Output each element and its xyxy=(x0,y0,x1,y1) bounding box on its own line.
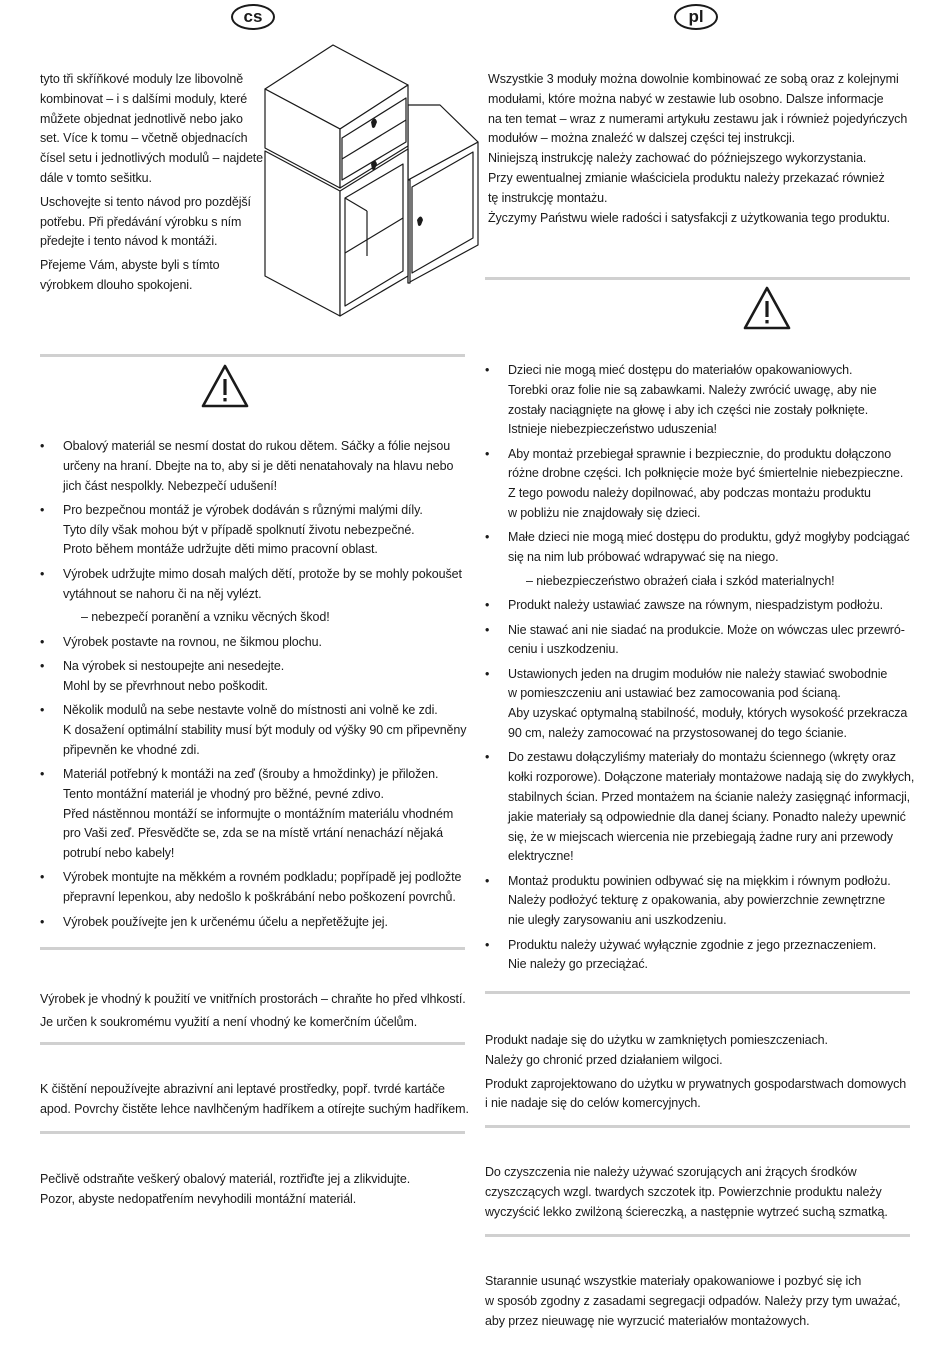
pl-warning-list xyxy=(485,361,930,980)
text-line: Starannie usunąć wszystkie materiały opakowaniowe i pozbyć się ich xyxy=(485,1274,862,1288)
text-line: Před nástěnnou montáží se informujte o montážním materiálu vhodném xyxy=(63,806,454,821)
text-line: předejte i tento návod k montáži. xyxy=(40,234,218,249)
text-line: w pobliżu nie znajdowały się dzieci. xyxy=(508,506,701,521)
text-line: • Montaż produktu powinien odbywać się na miękkim i równym podłożu. xyxy=(508,873,891,888)
text-line: připevněn ke vhodné zdi. xyxy=(63,742,200,757)
text-line: apod. Povrchy čistěte lehce navlhčeným hadříkem a otírejte suchým hadříkem. xyxy=(40,1101,469,1116)
text-line: się na nim lub próbować wdrapywać się na niego. xyxy=(508,550,779,565)
text-line: • Małe dzieci nie mogą mieć dostępu do produktu, gdyż mogłyby podciągać xyxy=(508,530,910,545)
list-item xyxy=(40,868,470,908)
list-item xyxy=(485,872,930,931)
text-line: Je určen k soukromému využití a není vhodný ke komerčním účelům. xyxy=(40,1015,418,1029)
cs-cleaning xyxy=(40,1080,470,1120)
divider xyxy=(485,991,910,994)
list-item xyxy=(40,565,470,628)
text-line: • Produktu należy używać wyłącznie zgodnie z jego przeznaczeniem. xyxy=(508,937,877,952)
text-line: Přejeme Vám, abyste byli s tímto xyxy=(40,258,220,273)
divider xyxy=(485,277,910,280)
cs-usage xyxy=(40,988,470,1034)
text-line: • Výrobek montujte na měkkém a rovném podkladu; popřípadě jej podložte xyxy=(63,870,462,885)
text-line: i nie nadaje się do celów komercyjnych. xyxy=(485,1096,701,1111)
text-line: dále v tomto sešitku. xyxy=(40,170,152,185)
text-line: w sposób zgodny z zasadami segregacji odpadów. Należy przy tym uważać, xyxy=(485,1293,901,1308)
text-line: aby przez nieuwagę nie wyrzucić materiałów montażowych. xyxy=(485,1313,810,1328)
text-line: Należy go chronić przed działaniem wilgoci. xyxy=(485,1052,723,1067)
pl-disposal xyxy=(485,1272,925,1331)
text-line: Pozor, abyste nedopatřením nevyhodili montážní materiál. xyxy=(40,1191,357,1206)
list-item xyxy=(485,361,930,440)
text-line: Torebki oraz folie nie są zabawkami. Należy zwrócić uwagę, aby nie xyxy=(508,382,877,397)
text-line: • Několik modulů na sebe nestavte volně do místnosti ani volně ke zdi. xyxy=(63,703,438,718)
list-item xyxy=(40,765,470,864)
text-line: • Materiál potřebný k montáži na zeď (šrouby a hmoždinky) je přiložen. xyxy=(63,766,439,781)
text-line: • Výrobek udržujte mimo dosah malých dětí, protože by se mohly pokoušet xyxy=(63,566,462,581)
text-line: výrobkem dlouho spokojeni. xyxy=(40,277,193,292)
text-line: Przy ewentualnej zmianie właściciela produktu należy przekazać również xyxy=(488,170,885,185)
text-line: • Do zestawu dołączyliśmy materiały do montażu ściennego (wkręty oraz xyxy=(508,750,896,765)
list-item xyxy=(40,701,470,760)
list-item xyxy=(40,501,470,560)
text-line: • Ustawionych jeden na drugim modułów nie należy stawiać swobodnie xyxy=(508,666,888,681)
cs-intro-p2 xyxy=(40,193,265,252)
text-line: • Produkt należy ustawiać zawsze na równym, niespadzistym podłożu. xyxy=(508,598,884,613)
divider xyxy=(40,1131,465,1134)
text-line: pro Vaši zeď. Přesvědčte se, zda se na místě vrtání nenachází nějaká xyxy=(63,826,444,841)
text-line: Pečlivě odstraňte veškerý obalový materiál, roztřiďte jej a zlikvidujte. xyxy=(40,1172,411,1186)
pl-intro xyxy=(488,70,928,228)
list-item xyxy=(485,665,930,744)
list-item xyxy=(485,936,930,976)
text-line: Należy podłożyć tekturę z opakowania, aby powierzchnie zewnętrzne xyxy=(508,893,886,908)
list-item xyxy=(40,633,470,653)
text-line: jakie materiały są odpowiednie dla danej ściany. Ponadto należy upewnić xyxy=(508,809,906,824)
warning-icon xyxy=(742,285,792,331)
cs-intro-p1 xyxy=(40,70,265,189)
list-item xyxy=(40,657,470,697)
text-line: K dosažení optimální stability musí být moduly od výšky 90 cm připevněny xyxy=(63,722,467,737)
text-line: Produkt nadaje się do użytku w zamkniętych pomieszczeniach. xyxy=(485,1033,828,1047)
text-line: czyszczących wzgl. twardych szczotek itp. Powierzchnie produktu należy xyxy=(485,1184,882,1199)
text-line: • Nie stawać ani nie siadać na produkcie. Może on wówczas ulec przewró- xyxy=(508,622,905,637)
lang-badge-pl: pl xyxy=(674,4,718,30)
pl-usage xyxy=(485,1031,925,1118)
text-line: Życzymy Państwu wiele radości i satysfakcji z użytkowania tego produktu. xyxy=(488,210,890,225)
text-line: zostały naciągnięte na głowę i aby ich części nie zostały połknięte. xyxy=(508,402,869,417)
text-line: na ten temat – wraz z numerami artykułu zestawu jak i również pojedyńczych xyxy=(488,111,908,126)
text-line: můžete objednat jednotlivě nebo jako xyxy=(40,111,243,126)
text-line: určeny na hraní. Dbejte na to, aby si je děti nenatahovaly na hlavu nebo xyxy=(63,458,454,473)
divider xyxy=(485,1234,910,1237)
cs-disposal xyxy=(40,1170,470,1210)
text-line: K čištění nepoužívejte abrazivní ani leptavé prostředky, popř. tvrdé kartáče xyxy=(40,1082,445,1096)
text-line: Produkt zaprojektowano do użytku w prywatnych gospodarstwach domowych xyxy=(485,1076,907,1091)
list-item xyxy=(40,437,470,496)
warning-icon xyxy=(200,363,250,409)
text-line: Tyto díly však mohou být v případě spolknutí životu nebezpečné. xyxy=(63,522,415,537)
text-line: stabilnych ścian. Przed montażem na ścianie należy zasięgnąć informacji, xyxy=(508,789,911,804)
text-line: – niebezpieczeństwo obrażeń ciała i szkód materialnych! xyxy=(526,573,835,588)
list-item xyxy=(485,748,930,867)
text-line: – nebezpečí poranění a vzniku věcných škod! xyxy=(81,610,330,625)
list-item xyxy=(485,445,930,524)
text-line: nie uległy zarysowaniu ani uszkodzeniu. xyxy=(508,913,727,928)
lang-badge-cs: cs xyxy=(231,4,275,30)
cabinet-modules-illustration xyxy=(260,40,485,322)
text-line: • Výrobek používejte jen k určenému účelu a nepřetěžujte jej. xyxy=(63,914,388,929)
list-item xyxy=(40,913,470,933)
text-line: • Výrobek postavte na rovnou, ne šikmou plochu. xyxy=(63,634,322,649)
text-line: set. Více k tomu – včetně objednacích xyxy=(40,131,248,146)
divider xyxy=(40,947,465,950)
text-line: Niniejszą instrukcję należy zachować do późniejszego wykorzystania. xyxy=(488,151,867,166)
text-line: • Dzieci nie mogą mieć dostępu do materiałów opakowaniowych. xyxy=(508,363,853,377)
text-line: přepravní lepenkou, aby nedošlo k poškrábání nebo poškození povrchů. xyxy=(63,890,456,905)
text-line: różne drobne części. Ich połknięcie może być śmiertelnie niebezpieczne. xyxy=(508,466,904,481)
list-item xyxy=(485,596,930,616)
list-item xyxy=(485,528,930,591)
text-line: tyto tři skříňkové moduly lze libovolně xyxy=(40,72,244,86)
text-line: kombinovat – i s dalšími moduly, které xyxy=(40,91,248,106)
text-line: w pomieszczeniu ani ustawiać bez zamocowania pod ścianą. xyxy=(508,686,841,701)
text-line: kołki rozporowe). Dołączone materiały montażowe nadają się do zwykłych, xyxy=(508,770,915,785)
text-line: • Obalový materiál se nesmí dostat do rukou dětem. Sáčky a fólie nejsou xyxy=(63,439,451,453)
text-line: jich část nespolkly. Nebezpečí udušení! xyxy=(63,478,278,493)
pl-cleaning xyxy=(485,1163,925,1222)
text-line: Tento montážní materiál je vhodný pro běžné, pevné zdivo. xyxy=(63,786,384,801)
text-line: Z tego powodu należy dopilnować, aby podczas montażu produktu xyxy=(508,486,871,501)
divider xyxy=(40,1042,465,1045)
text-line: potřebu. Při předávání výrobku s ním xyxy=(40,214,242,229)
text-line: • Pro bezpečnou montáž je výrobek dodáván s různými malými díly. xyxy=(63,502,423,517)
text-line: 90 cm, należy zamocować na przystosowanej do tego ścianie. xyxy=(508,726,847,741)
text-line: Wszystkie 3 moduły można dowolnie kombinować ze sobą oraz z kolejnymi xyxy=(488,72,899,86)
text-line: Do czyszczenia nie należy używać szorujących ani żrących środków xyxy=(485,1165,857,1179)
text-line: Istnieje niebezpieczeństwo uduszenia! xyxy=(508,422,717,437)
text-line: • Na výrobek si nestoupejte ani nesedejte. xyxy=(63,658,285,673)
text-line: Mohl by se převrhnout nebo poškodit. xyxy=(63,678,268,693)
text-line: • Aby montaż przebiegał sprawnie i bezpiecznie, do produktu dołączono xyxy=(508,446,892,461)
cs-intro-p3 xyxy=(40,256,265,296)
text-line: Nie należy go przeciążać. xyxy=(508,957,648,972)
text-line: Aby uzyskać optymalną stabilność, moduły, których wysokość przekracza xyxy=(508,706,908,721)
cs-intro xyxy=(40,70,265,300)
text-line: wyczyścić lekko zwilżoną ściereczką, a następnie wytrzeć suchą szmatką. xyxy=(485,1204,888,1219)
text-line: modułami, które można nabyć w zestawie lub osobno. Dalsze informacje xyxy=(488,91,884,106)
list-item xyxy=(485,621,930,661)
text-line: Výrobek je vhodný k použití ve vnitřních prostorách – chraňte ho před vlhkostí. xyxy=(40,992,466,1006)
divider xyxy=(40,354,465,357)
text-line: tę instrukcję montażu. xyxy=(488,190,608,205)
text-line: modułów – można znaleźć w dalszej części tej instrukcji. xyxy=(488,131,796,146)
text-line: elektryczne! xyxy=(508,849,574,864)
text-line: Proto během montáže udržujte děti mimo pracovní oblast. xyxy=(63,542,378,557)
text-line: się, że w miejscach wiercenia nie przebiegają żadne rury ani przewody xyxy=(508,829,893,844)
text-line: Uschovejte si tento návod pro pozdější xyxy=(40,194,251,209)
text-line: vytáhnout se nahoru či na něj vylézt. xyxy=(63,586,262,601)
text-line: potrubí nebo kabely! xyxy=(63,846,175,861)
divider xyxy=(485,1125,910,1128)
text-line: ceniu i uszkodzeniu. xyxy=(508,642,619,657)
cs-warning-list xyxy=(40,437,470,937)
text-line: čísel setu i jednotlivých modulů – najdete xyxy=(40,151,264,166)
